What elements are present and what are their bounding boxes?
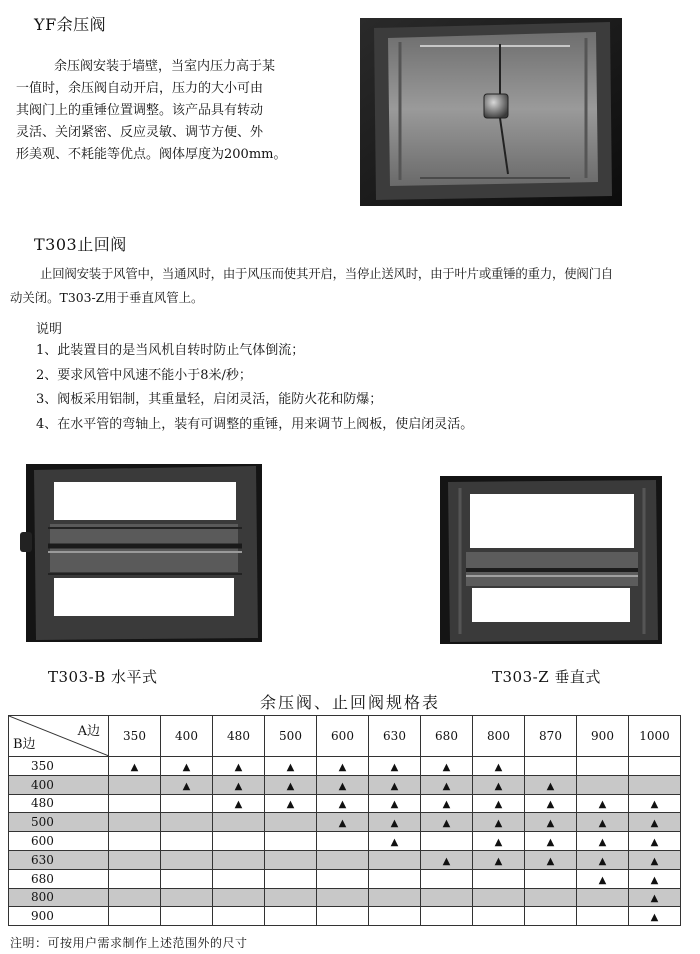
a-size-header: 900: [577, 716, 629, 757]
b-size-cell: 600: [9, 832, 109, 851]
availability-cell: [577, 869, 629, 888]
table-row: [9, 907, 681, 926]
availability-cell: [577, 850, 629, 869]
b-size-cell: 800: [9, 888, 109, 907]
availability-cell: [473, 813, 525, 832]
yf-line-4: 灵活、关闭紧密、反应灵敏、调节方便、外: [16, 125, 264, 140]
availability-cell: [369, 757, 421, 776]
availability-cell: [317, 794, 369, 813]
a-size-header: 500: [265, 716, 317, 757]
spec-table: [8, 715, 681, 926]
table-footnote: 注明：可按用户需求制作上述范围外的尺寸: [10, 936, 248, 950]
available-marker-icon: ▲: [390, 761, 399, 773]
availability-cell: [317, 832, 369, 851]
availability-cell: [577, 832, 629, 851]
a-size-header: 680: [421, 716, 473, 757]
availability-cell: [265, 757, 317, 776]
available-marker-icon: ▲: [442, 855, 451, 867]
availability-cell: [525, 869, 577, 888]
availability-cell: [317, 888, 369, 907]
b-size-cell: 480: [9, 794, 109, 813]
yf-description: [16, 56, 336, 166]
t303-z-photo: [440, 476, 662, 644]
availability-cell: [161, 869, 213, 888]
b-size-cell: 900: [9, 907, 109, 926]
availability-cell: [629, 813, 681, 832]
availability-cell: [369, 907, 421, 926]
t303-b-caption: T303-B 水平式: [48, 668, 158, 686]
availability-cell: [161, 813, 213, 832]
availability-cell: [265, 794, 317, 813]
availability-cell: [629, 794, 681, 813]
b-size-cell: 400: [9, 775, 109, 794]
availability-cell: [525, 850, 577, 869]
availability-cell: [109, 907, 161, 926]
availability-cell: [421, 757, 473, 776]
availability-cell: [369, 775, 421, 794]
availability-cell: [421, 832, 473, 851]
availability-cell: [369, 888, 421, 907]
availability-cell: [577, 794, 629, 813]
available-marker-icon: ▲: [598, 837, 607, 849]
availability-cell: [525, 757, 577, 776]
corner-b-label: B边: [13, 737, 36, 752]
availability-cell: [369, 813, 421, 832]
t303-intro-line-1: 止回阀安装于风管中，当通风时，由于风压而使其开启，当停止送风时，由于叶片或重锤的重力，使阀门自: [40, 266, 613, 281]
yf-line-2: 一值时，余压阀自动开启，压力的大小可由: [16, 81, 264, 96]
availability-cell: [421, 794, 473, 813]
availability-cell: [525, 832, 577, 851]
availability-cell: [109, 775, 161, 794]
note-item: 3、阀板采用铝制，其重量轻，启闭灵活，能防火花和防爆；: [36, 392, 383, 407]
availability-cell: [161, 757, 213, 776]
availability-cell: [369, 832, 421, 851]
availability-cell: [109, 794, 161, 813]
available-marker-icon: ▲: [234, 780, 243, 792]
availability-cell: [161, 775, 213, 794]
availability-cell: [421, 888, 473, 907]
available-marker-icon: ▲: [494, 818, 503, 830]
available-marker-icon: ▲: [338, 818, 347, 830]
availability-cell: [213, 907, 265, 926]
availability-cell: [473, 775, 525, 794]
availability-cell: [213, 794, 265, 813]
t303-z-caption: T303-Z 垂直式: [492, 668, 601, 686]
b-size-cell: 630: [9, 850, 109, 869]
available-marker-icon: ▲: [494, 837, 503, 849]
availability-cell: [629, 850, 681, 869]
available-marker-icon: ▲: [598, 818, 607, 830]
available-marker-icon: ▲: [338, 761, 347, 773]
availability-cell: [265, 813, 317, 832]
notes-heading: 说明: [36, 322, 63, 337]
available-marker-icon: ▲: [182, 780, 191, 792]
available-marker-icon: ▲: [494, 799, 503, 811]
availability-cell: [161, 794, 213, 813]
availability-cell: [473, 888, 525, 907]
availability-cell: [525, 775, 577, 794]
available-marker-icon: ▲: [442, 761, 451, 773]
availability-cell: [213, 832, 265, 851]
availability-cell: [317, 907, 369, 926]
available-marker-icon: ▲: [390, 799, 399, 811]
a-size-header: 800: [473, 716, 525, 757]
available-marker-icon: ▲: [390, 837, 399, 849]
availability-cell: [109, 757, 161, 776]
yf-line-3: 其阀门上的重锤位置调整。该产品具有转动: [16, 103, 264, 118]
availability-cell: [109, 850, 161, 869]
available-marker-icon: ▲: [338, 780, 347, 792]
availability-cell: [473, 869, 525, 888]
available-marker-icon: ▲: [494, 855, 503, 867]
availability-cell: [629, 832, 681, 851]
table-row: [9, 813, 681, 832]
availability-cell: [109, 832, 161, 851]
table-row: [9, 775, 681, 794]
note-item: 4、在水平管的弯轴上，装有可调整的重锤，用来调节上阀板，使启闭灵活。: [36, 416, 474, 432]
a-size-header: 400: [161, 716, 213, 757]
available-marker-icon: ▲: [286, 799, 295, 811]
a-size-header: 350: [109, 716, 161, 757]
availability-cell: [265, 775, 317, 794]
a-size-header: 1000: [629, 716, 681, 757]
available-marker-icon: ▲: [650, 912, 659, 924]
table-title: 余压阀、止回阀规格表: [259, 693, 440, 712]
availability-cell: [629, 757, 681, 776]
availability-cell: [629, 888, 681, 907]
notes-list: [36, 339, 676, 437]
availability-cell: [577, 775, 629, 794]
table-row: [9, 794, 681, 813]
available-marker-icon: ▲: [442, 818, 451, 830]
availability-cell: [629, 775, 681, 794]
availability-cell: [161, 832, 213, 851]
note-item: 1、此装置目的是当风机自转时防止气体倒流；: [36, 343, 305, 358]
availability-cell: [473, 850, 525, 869]
a-size-header: 870: [525, 716, 577, 757]
available-marker-icon: ▲: [650, 893, 659, 905]
a-size-header: 600: [317, 716, 369, 757]
available-marker-icon: ▲: [650, 855, 659, 867]
availability-cell: [213, 775, 265, 794]
availability-cell: [265, 907, 317, 926]
available-marker-icon: ▲: [598, 855, 607, 867]
table-row: [9, 869, 681, 888]
availability-cell: [317, 869, 369, 888]
availability-cell: [525, 888, 577, 907]
availability-cell: [317, 757, 369, 776]
available-marker-icon: ▲: [546, 855, 555, 867]
availability-cell: [473, 794, 525, 813]
available-marker-icon: ▲: [546, 818, 555, 830]
availability-cell: [369, 850, 421, 869]
availability-cell: [317, 850, 369, 869]
available-marker-icon: ▲: [286, 780, 295, 792]
available-marker-icon: ▲: [650, 837, 659, 849]
availability-cell: [213, 850, 265, 869]
availability-cell: [577, 888, 629, 907]
table-row: [9, 850, 681, 869]
availability-cell: [421, 869, 473, 888]
yf-title: YF余压阀: [34, 15, 107, 34]
corner-a-label: A边: [77, 724, 100, 739]
availability-cell: [473, 757, 525, 776]
a-size-header: 630: [369, 716, 421, 757]
table-body: [9, 757, 681, 926]
availability-cell: [161, 850, 213, 869]
availability-cell: [577, 757, 629, 776]
available-marker-icon: ▲: [234, 761, 243, 773]
availability-cell: [265, 888, 317, 907]
availability-cell: [473, 832, 525, 851]
b-size-cell: 500: [9, 813, 109, 832]
available-marker-icon: ▲: [442, 799, 451, 811]
note-item: 2、要求风管中风速不能小于8米/秒；: [36, 367, 252, 383]
yf-line-5: 形美观、不耗能等优点。阀体厚度为200mm。: [16, 147, 287, 162]
b-size-cell: 680: [9, 869, 109, 888]
b-size-cell: 350: [9, 757, 109, 776]
availability-cell: [109, 888, 161, 907]
available-marker-icon: ▲: [130, 761, 139, 773]
availability-cell: [213, 869, 265, 888]
available-marker-icon: ▲: [650, 799, 659, 811]
available-marker-icon: ▲: [494, 780, 503, 792]
table-row: [9, 888, 681, 907]
available-marker-icon: ▲: [442, 780, 451, 792]
available-marker-icon: ▲: [546, 799, 555, 811]
availability-cell: [577, 907, 629, 926]
available-marker-icon: ▲: [390, 818, 399, 830]
availability-cell: [421, 775, 473, 794]
table-header-row: [9, 716, 681, 757]
availability-cell: [213, 757, 265, 776]
availability-cell: [161, 907, 213, 926]
available-marker-icon: ▲: [546, 780, 555, 792]
t303-intro: [10, 262, 694, 310]
availability-cell: [525, 794, 577, 813]
availability-cell: [161, 888, 213, 907]
t303-intro-line-2: 动关闭。T303-Z用于垂直风管上。: [10, 290, 204, 305]
availability-cell: [265, 832, 317, 851]
availability-cell: [473, 907, 525, 926]
availability-cell: [265, 869, 317, 888]
availability-cell: [265, 850, 317, 869]
table-corner-cell: [9, 716, 109, 757]
yf-valve-photo: [360, 18, 622, 206]
available-marker-icon: ▲: [390, 780, 399, 792]
available-marker-icon: ▲: [286, 761, 295, 773]
availability-cell: [213, 813, 265, 832]
table-row: [9, 832, 681, 851]
available-marker-icon: ▲: [546, 837, 555, 849]
available-marker-icon: ▲: [650, 818, 659, 830]
yf-line-1: 余压阀安装于墙壁，当室内压力高于某: [54, 59, 276, 74]
available-marker-icon: ▲: [598, 874, 607, 886]
available-marker-icon: ▲: [650, 874, 659, 886]
availability-cell: [317, 775, 369, 794]
availability-cell: [577, 813, 629, 832]
availability-cell: [369, 869, 421, 888]
availability-cell: [629, 907, 681, 926]
available-marker-icon: ▲: [338, 799, 347, 811]
availability-cell: [525, 907, 577, 926]
available-marker-icon: ▲: [494, 761, 503, 773]
availability-cell: [109, 869, 161, 888]
availability-cell: [525, 813, 577, 832]
availability-cell: [421, 850, 473, 869]
a-size-header: 480: [213, 716, 265, 757]
table-row: [9, 757, 681, 776]
availability-cell: [369, 794, 421, 813]
availability-cell: [629, 869, 681, 888]
available-marker-icon: ▲: [598, 799, 607, 811]
availability-cell: [421, 907, 473, 926]
availability-cell: [421, 813, 473, 832]
availability-cell: [213, 888, 265, 907]
t303-b-photo: [18, 462, 264, 644]
t303-title: T303止回阀: [34, 235, 127, 254]
available-marker-icon: ▲: [182, 761, 191, 773]
available-marker-icon: ▲: [234, 799, 243, 811]
availability-cell: [317, 813, 369, 832]
availability-cell: [109, 813, 161, 832]
